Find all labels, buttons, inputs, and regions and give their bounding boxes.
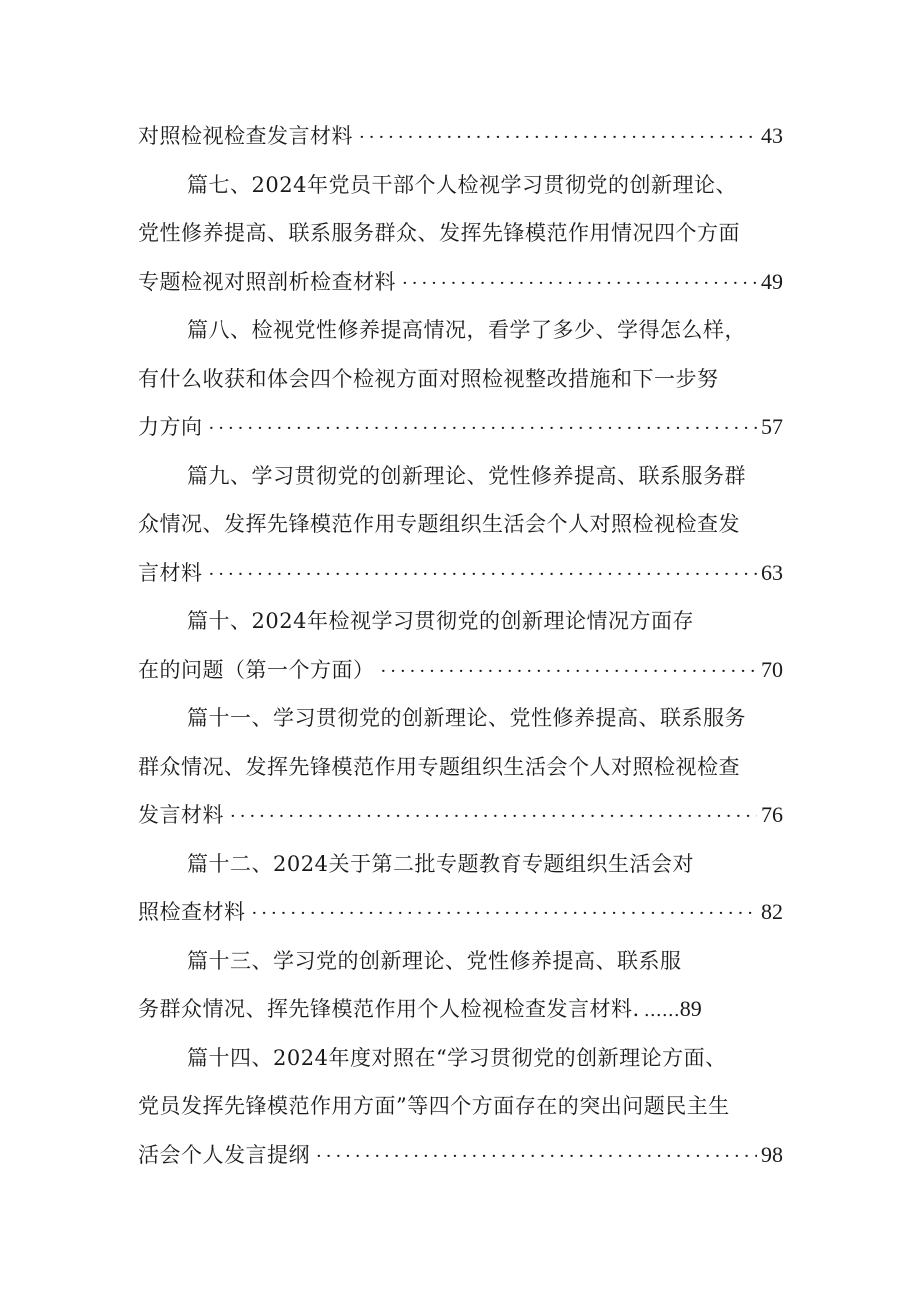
toc-entry-line (138, 791, 783, 840)
toc-entry-line (138, 112, 783, 161)
toc-entry-line (138, 549, 783, 598)
toc-entry-line (138, 597, 783, 646)
toc-entry-text: 在的问题（第一个方面） (138, 657, 375, 682)
toc-entry-text: 篇八、检视党性修养提高情况，看学了多少、学得怎么样， (187, 318, 746, 342)
toc-page-number: 70 (761, 656, 783, 682)
toc-leader-dots (209, 405, 758, 452)
toc-entry-text: 力方向 (138, 415, 203, 439)
toc-entry-line (138, 937, 783, 986)
toc-entry-line (138, 1034, 783, 1083)
toc-page-number: 57 (761, 414, 783, 439)
toc-entry-line (138, 403, 783, 452)
toc-entry-text: 篇七、2024年党员干部个人检视学习贯彻党的创新理论、 (187, 172, 737, 197)
toc-entry-line (138, 985, 783, 1034)
toc-entry-line (138, 888, 783, 937)
toc-entry-text: 篇十一、学习贯彻党的创新理论、党性修养提高、联系服务 (187, 706, 746, 730)
toc-entry-text: 专题检视对照剖析检查材料 (138, 269, 396, 294)
toc-leader-dots (252, 890, 758, 937)
toc-entry-text: 务群众情况、挥先锋模范作用个人检视检查发言材料. (138, 997, 640, 1021)
toc-entry-text: 群众情况、发挥先锋模范作用专题组织生活会个人对照检视检查 (138, 754, 740, 779)
toc-entry-text: 发言材料 (138, 803, 224, 827)
toc-page-number: 82 (761, 899, 783, 924)
toc-leader-dots (359, 114, 757, 161)
toc-page-number: 49 (761, 268, 783, 294)
toc-entry-line (138, 1131, 783, 1180)
toc-entry-line (138, 258, 783, 307)
toc-entry-line (138, 306, 783, 355)
toc-entry-line (138, 694, 783, 743)
toc-entry-line (138, 743, 783, 792)
toc-entry-text: 有什么收获和体会四个检视方面对照检视整改措施和下一步努 (138, 366, 719, 391)
toc-entry-text: 党性修养提高、联系服务群众、发挥先锋模范作用情况四个方面 (138, 221, 740, 245)
toc-entry-text: 篇十三、学习党的创新理论、党性修养提高、联系服 (187, 948, 682, 973)
toc-leader-dots (402, 260, 757, 307)
toc-leader-dots (381, 648, 758, 695)
toc-entry-text: 对照检视检查发言材料 (138, 124, 353, 148)
toc-entry-text: 言材料 (138, 560, 203, 585)
toc-entry-text: 照检查材料 (138, 900, 246, 924)
toc-entry-text: 篇十、2024年检视学习贯彻党的创新理论情况方面存 (187, 609, 694, 633)
toc-entry-line (138, 840, 783, 889)
toc-entry-line (138, 355, 783, 404)
toc-page-number: 89 (679, 996, 702, 1021)
toc-page-number: 98 (761, 1141, 783, 1167)
toc-entry-line (138, 452, 783, 501)
toc-entry-text: 党员发挥先锋模范作用方面”等四个方面存在的突出问题民主生 (138, 1094, 730, 1118)
toc-page-number: 76 (761, 802, 783, 827)
toc-entry-line (138, 1082, 783, 1131)
toc-entry-text: 篇十二、2024关于第二批专题教育专题组织生活会对 (187, 851, 694, 876)
toc-entry-line (138, 646, 783, 695)
toc-entry-text: 活会个人发言提纲 (138, 1142, 310, 1167)
toc-entry-text: 众情况、发挥先锋模范作用专题组织生活会个人对照检视检查发 (138, 512, 740, 536)
toc-page-number: 43 (761, 123, 783, 148)
toc-entry-line (138, 500, 783, 549)
toc-leader-dots (316, 1133, 757, 1180)
toc-entry-text: 篇九、学习贯彻党的创新理论、党性修养提高、联系服务群 (187, 463, 746, 488)
toc-leader-ellipsis: …… (643, 1000, 680, 1021)
toc-leader-dots (209, 551, 758, 598)
table-of-contents (138, 112, 783, 1179)
toc-entry-line (138, 209, 783, 258)
toc-entry-line (138, 161, 783, 210)
toc-page-number: 63 (761, 559, 783, 585)
toc-leader-dots (230, 793, 757, 840)
toc-entry-text: 篇十四、2024年度对照在“学习贯彻党的创新理论方面、 (187, 1045, 727, 1070)
